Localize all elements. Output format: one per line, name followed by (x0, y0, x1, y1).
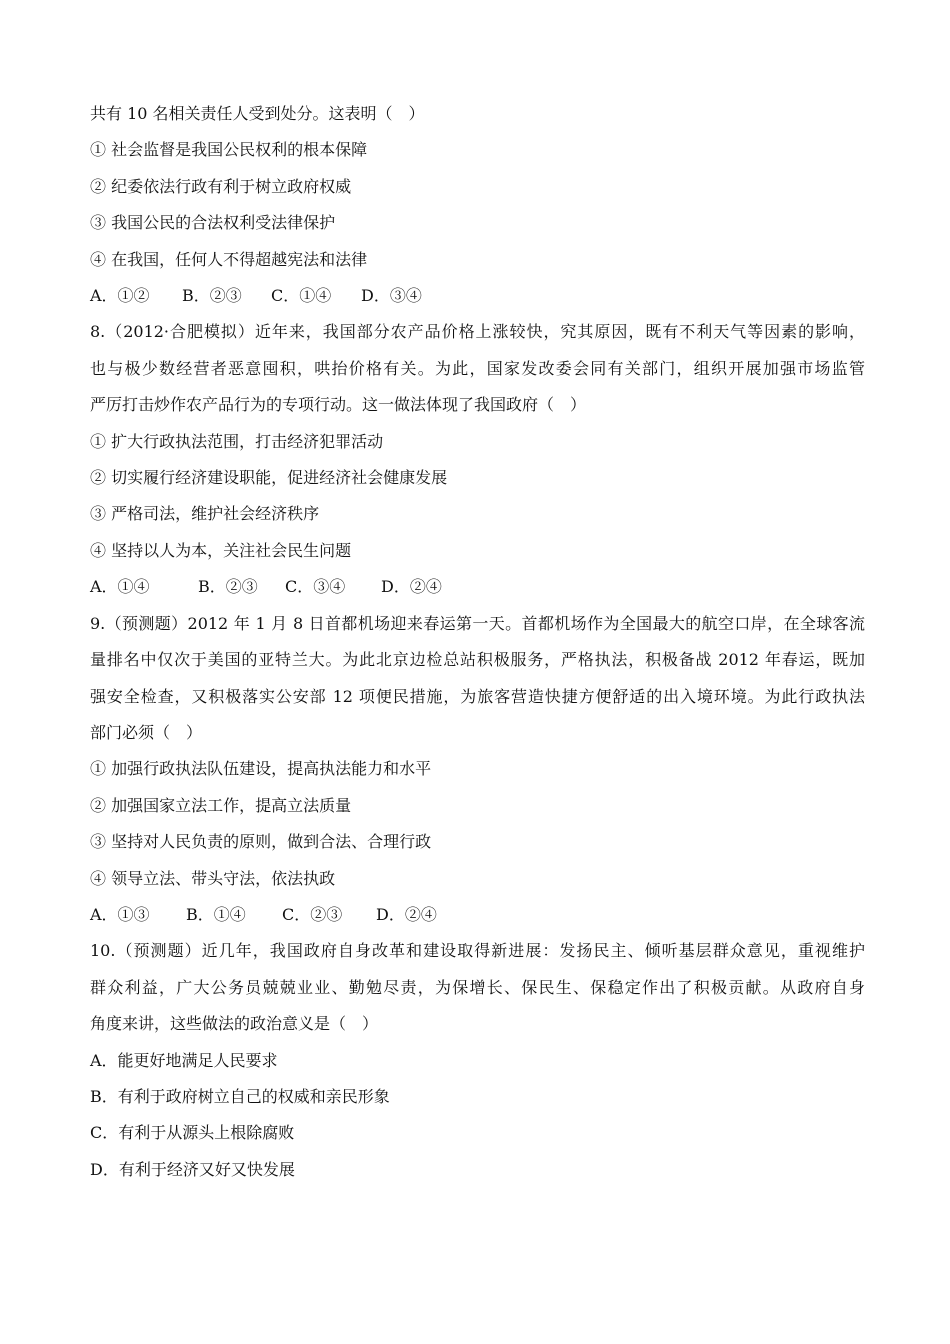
choice-b: B．②③ (198, 577, 258, 597)
answer-choices (90, 569, 865, 605)
choice-a: A．①② (90, 286, 150, 306)
option-3: ③ 严格司法，维护社会经济秩序 (90, 504, 320, 524)
choice-c: C．②③ (282, 904, 343, 924)
stem-line: 量排名中仅次于美国的亚特兰大。为此北京边检总站积极服务，严格执法，积极备战 2012 年春运，既加 (90, 650, 865, 670)
choice-a: A．①③ (90, 904, 150, 924)
choice-d: D．②④ (376, 904, 437, 924)
choice-b: B．有利于政府树立自己的权威和亲民形象 (90, 1086, 390, 1106)
choice-c: C．③④ (285, 577, 346, 597)
stem-line: 强安全检查，又积极落实公安部 12 项便民措施，为旅客营造快捷方便舒适的出入境环境。为此行政执法 (90, 686, 865, 706)
answer-choices (90, 278, 865, 314)
answer-choices (90, 897, 865, 933)
document-body (90, 96, 865, 1188)
choice-c: C．①④ (271, 286, 332, 306)
option-4: ④ 坚持以人为本，关注社会民生问题 (90, 540, 352, 560)
stem-line: 10.（预测题）近几年，我国政府自身改革和建设取得新进展：发扬民主、倾听基层群众意见，重视维护 (90, 941, 865, 961)
option-1: ① 加强行政执法队伍建设，提高执法能力和水平 (90, 759, 432, 779)
question-9-stem (90, 606, 865, 752)
stem-line: 角度来讲，这些做法的政治意义是（ ） (90, 1014, 379, 1034)
choice-d: D．③④ (361, 286, 422, 306)
stem-line: 也与极少数经营者恶意囤积，哄抬价格有关。为此，国家发改委会同有关部门，组织开展加强市场监管 (90, 358, 865, 378)
question-10 (90, 933, 865, 1188)
stem-line: 9.（预测题）2012 年 1 月 8 日首都机场迎来春运第一天。首都机场作为全国最大的航空口岸，在全球客流 (90, 613, 865, 633)
choice-c: C．有利于从源头上根除腐败 (90, 1123, 295, 1143)
choice-a: A．能更好地满足人民要求 (90, 1050, 278, 1070)
choice-b: B．①④ (186, 904, 246, 924)
question-7-tail (90, 96, 865, 314)
stem-line: 群众利益，广大公务员兢兢业业、勤勉尽责，为保增长、保民生、保稳定作出了积极贡献。从政府自身 (90, 977, 865, 997)
question-9 (90, 606, 865, 934)
question-10-stem (90, 933, 865, 1042)
option-2: ② 纪委依法行政有利于树立政府权威 (90, 176, 352, 196)
question-8 (90, 314, 865, 605)
choice-b: B．②③ (182, 286, 242, 306)
stem-line: 8.（2012·合肥模拟）近年来，我国部分农产品价格上涨较快，究其原因，既有不利天气等因素的影响， (90, 322, 865, 342)
question-8-stem (90, 314, 865, 423)
option-4: ④ 领导立法、带头守法，依法执政 (90, 868, 336, 888)
question-7-stem-line: 共有 10 名相关责任人受到处分。这表明（ ） (90, 104, 425, 123)
option-1: ① 扩大行政执法范围，打击经济犯罪活动 (90, 431, 384, 451)
option-4: ④ 在我国，任何人不得超越宪法和法律 (90, 249, 368, 269)
option-2: ② 加强国家立法工作，提高立法质量 (90, 795, 352, 815)
choice-a: A．①④ (90, 577, 150, 597)
option-2: ② 切实履行经济建设职能，促进经济社会健康发展 (90, 468, 448, 488)
option-3: ③ 我国公民的合法权利受法律保护 (90, 213, 336, 233)
option-1: ① 社会监督是我国公民权利的根本保障 (90, 140, 368, 160)
stem-line: 严厉打击炒作农产品行为的专项行动。这一做法体现了我国政府（ ） (90, 395, 587, 415)
stem-line: 部门必须（ ） (90, 722, 203, 742)
choice-d: D．有利于经济又好又快发展 (90, 1159, 295, 1179)
option-3: ③ 坚持对人民负责的原则，做到合法、合理行政 (90, 832, 432, 852)
choice-d: D．②④ (381, 577, 442, 597)
